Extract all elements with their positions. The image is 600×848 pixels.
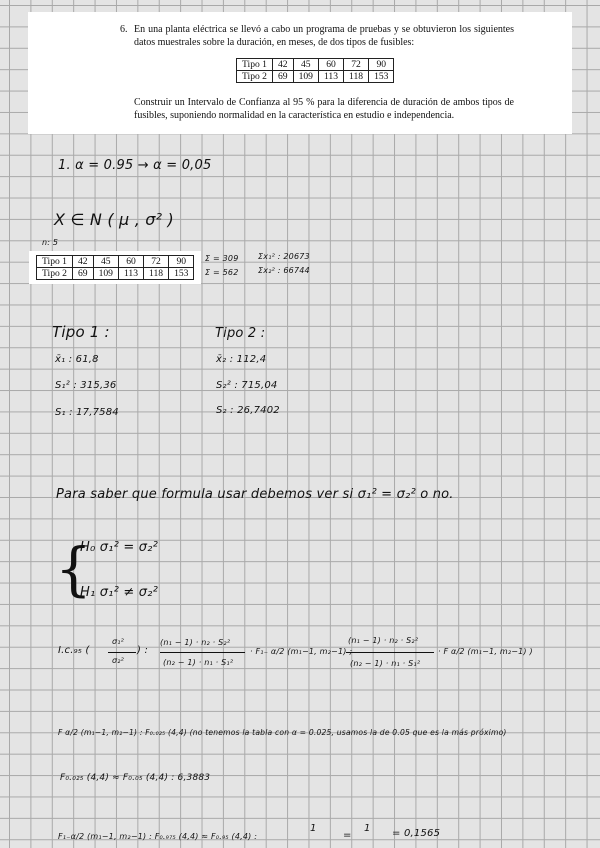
table-cell: 90 [369,59,394,71]
variance-tipo1: S₁² : 315,36 [55,380,117,391]
problem-number: 6. [120,24,128,35]
sum-tipo2: Σ = 562 [205,268,239,277]
table-cell: 45 [293,59,318,71]
table-cell: 90 [169,256,194,268]
table-row [237,59,394,71]
sumsq-tipo1: Σx₁² : 20673 [258,252,310,261]
data-table-copy [36,255,194,280]
table-cell: 69 [72,268,93,280]
table-row [37,268,194,280]
f-last-numerator: 1 [310,823,317,834]
ci-fraction2-numerator: (n₁ − 1) · n₂ · S₂² [348,636,419,645]
ci-ratio-denominator: σ₂² [112,656,125,665]
ci-fraction2-denominator: (n₂ − 1) · n₁ · S₁² [350,659,421,668]
table-cell: 72 [144,256,169,268]
ci-fraction1-numerator: (n₁ − 1) · n₂ · S₂² [160,638,231,647]
sumsq-tipo2: Σx₂² : 66744 [258,266,310,275]
ci-ratio-numerator: σ₁² [112,637,125,646]
f-approx-line: F₀.₀₂₅ (4,4) ≈ F₀.₀₅ (4,4) : 6,3883 [60,773,211,783]
table-cell: Tipo 2 [237,71,273,83]
table-cell: 153 [169,268,194,280]
f-last-equals: = [343,830,352,841]
ci-fraction1-bar [160,652,245,653]
table-cell: 118 [144,268,169,280]
alpha-line: 1. α = 0.95 → α = 0,05 [58,158,212,173]
ci-fraction2-bar [346,652,434,653]
table-cell: 118 [344,71,369,83]
table-cell: Tipo 1 [237,59,273,71]
ci-fraction1-denominator: (n₂ − 1) · n₁ · S₁² [163,658,234,667]
table-cell: 109 [293,71,318,83]
hypothesis-brace: { [55,535,92,603]
tipo2-title: Tipo 2 : [215,326,266,341]
model-line: X ∈ N ( μ , σ² ) [54,210,174,229]
table-cell: 153 [369,71,394,83]
ci-label: I.c.₉₅ ( [58,645,90,656]
f-last-result: = 0,1565 [392,828,441,839]
f-critical-note: F α/2 (m₁−1, m₂−1) : F₀.₀₂₅ (4,4) (no tenemos la tabla con α = 0.025, usamos la de 0.05 que es la más próximo) [58,728,507,737]
table-cell: 72 [344,59,369,71]
table-cell: 60 [118,256,143,268]
variance-tipo2: S₂² : 715,04 [216,380,278,391]
tipo1-title: Tipo 1 : [52,323,110,341]
ci-equals: ) : [137,645,149,656]
data-table [236,58,394,83]
ci-ratio-bar [108,652,136,653]
f-last-numerator-2: 1 [364,823,371,834]
table-cell: Tipo 1 [37,256,73,268]
mean-tipo2: x̄₂ : 112,4 [216,354,267,365]
ci-fraction2-tail: · F α/2 (m₁−1, m₂−1) ) [438,647,533,656]
sum-tipo1: Σ = 309 [205,254,239,263]
ci-fraction1-tail: · F₁₋ α/2 (m₁−1, m₂−1) ; [250,647,353,656]
f-last-line: F₁₋α/2 (m₁−1, m₂−1) : F₀.₉₇₅ (4,4) ≈ F₀.₉₅ (4,4) : [58,832,258,841]
null-hypothesis: H₀ σ₁² = σ₂² [80,540,159,555]
sd-tipo2: S₂ : 26,7402 [216,405,280,416]
table-cell: Tipo 2 [37,268,73,280]
mean-tipo1: x̄₁ : 61,8 [55,354,99,365]
table-cell: 42 [72,256,93,268]
table-cell: 113 [318,71,343,83]
table-cell: 109 [93,268,118,280]
table-row [37,256,194,268]
sd-tipo1: S₁ : 17,7584 [55,407,119,418]
problem-task: Construir un Intervalo de Confianza al 95 % para la diferencia de duración de ambos tipos de fusibles, suponiendo normalidad en la característica en estudio e independencia. [134,97,514,121]
variance-question: Para saber que formula usar debemos ver si σ₁² = σ₂² o no. [56,487,454,502]
table-cell: 113 [118,268,143,280]
problem-text: En una planta eléctrica se llevó a cabo un programa de pruebas y se obtuvieron los siguientes datos muestrales sobre la duración, en meses, de dos tipos de fusibles: [134,24,514,48]
table-cell: 60 [318,59,343,71]
table-cell: 42 [272,59,293,71]
alt-hypothesis: H₁ σ₁² ≠ σ₂² [80,585,159,600]
n-line: n: 5 [42,238,59,247]
table-cell: 45 [93,256,118,268]
table-row [237,71,394,83]
table-cell: 69 [272,71,293,83]
